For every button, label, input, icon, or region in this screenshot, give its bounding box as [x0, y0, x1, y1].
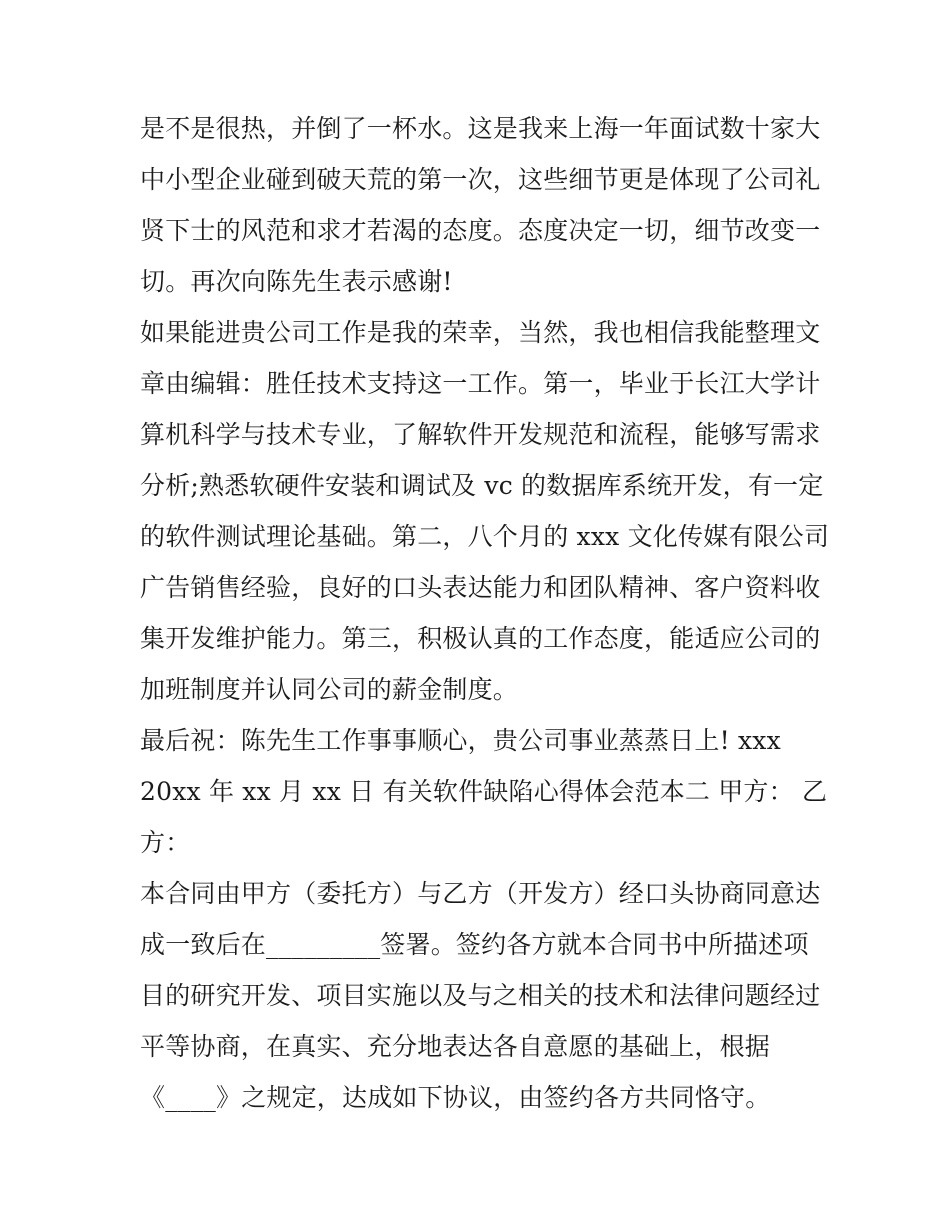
- text-line: 贤下士的风范和求才若渴的态度。态度决定一切，细节改变一: [140, 216, 821, 245]
- text-line: 集开发维护能力。第三，积极认真的工作态度，能适应公司的: [140, 624, 821, 653]
- text-line: 方：: [140, 828, 191, 857]
- text-line: 《____》之规定，达成如下协议，由签约各方共同恪守。: [140, 1083, 771, 1112]
- text-line: 分析;熟悉软硬件安装和调试及 vc 的数据库系统开发，有一定: [140, 471, 824, 500]
- text-line: 广告销售经验，良好的口头表达能力和团队精神、客户资料收: [140, 573, 821, 602]
- text-line: 加班制度并认同公司的薪金制度。: [140, 675, 519, 704]
- text-line: 中小型企业碰到破天荒的第一次，这些细节更是体现了公司礼: [140, 165, 821, 194]
- text-line: 20xx 年 xx 月 xx 日 有关软件缺陷心得体会范本二 甲方： 乙: [140, 777, 828, 806]
- text-line: 本合同由甲方（委托方）与乙方（开发方）经口头协商同意达: [140, 879, 821, 908]
- text-line: 目的研究开发、项目实施以及与之相关的技术和法律问题经过: [140, 981, 821, 1010]
- text-line: 算机科学与技术专业，了解软件开发规范和流程，能够写需求: [140, 420, 821, 449]
- text-line: 的软件测试理论基础。第二，八个月的 xxx 文化传媒有限公司: [140, 522, 830, 551]
- document-body: [140, 103, 830, 1123]
- text-line: 成一致后在_________签署。签约各方就本合同书中所描述项: [140, 930, 809, 959]
- text-line: 如果能进贵公司工作是我的荣幸，当然，我也相信我能整理文: [140, 318, 821, 347]
- text-line: 切。再次向陈先生表示感谢!: [140, 267, 453, 296]
- text-line: 是不是很热，并倒了一杯水。这是我来上海一年面试数十家大: [140, 114, 821, 143]
- text-line: 平等协商，在真实、充分地表达各自意愿的基础上，根据: [140, 1032, 771, 1061]
- text-line: 最后祝：陈先生工作事事顺心，贵公司事业蒸蒸日上! xxx: [140, 726, 781, 755]
- text-line: 章由编辑：胜任技术支持这一工作。第一，毕业于长江大学计: [140, 369, 821, 398]
